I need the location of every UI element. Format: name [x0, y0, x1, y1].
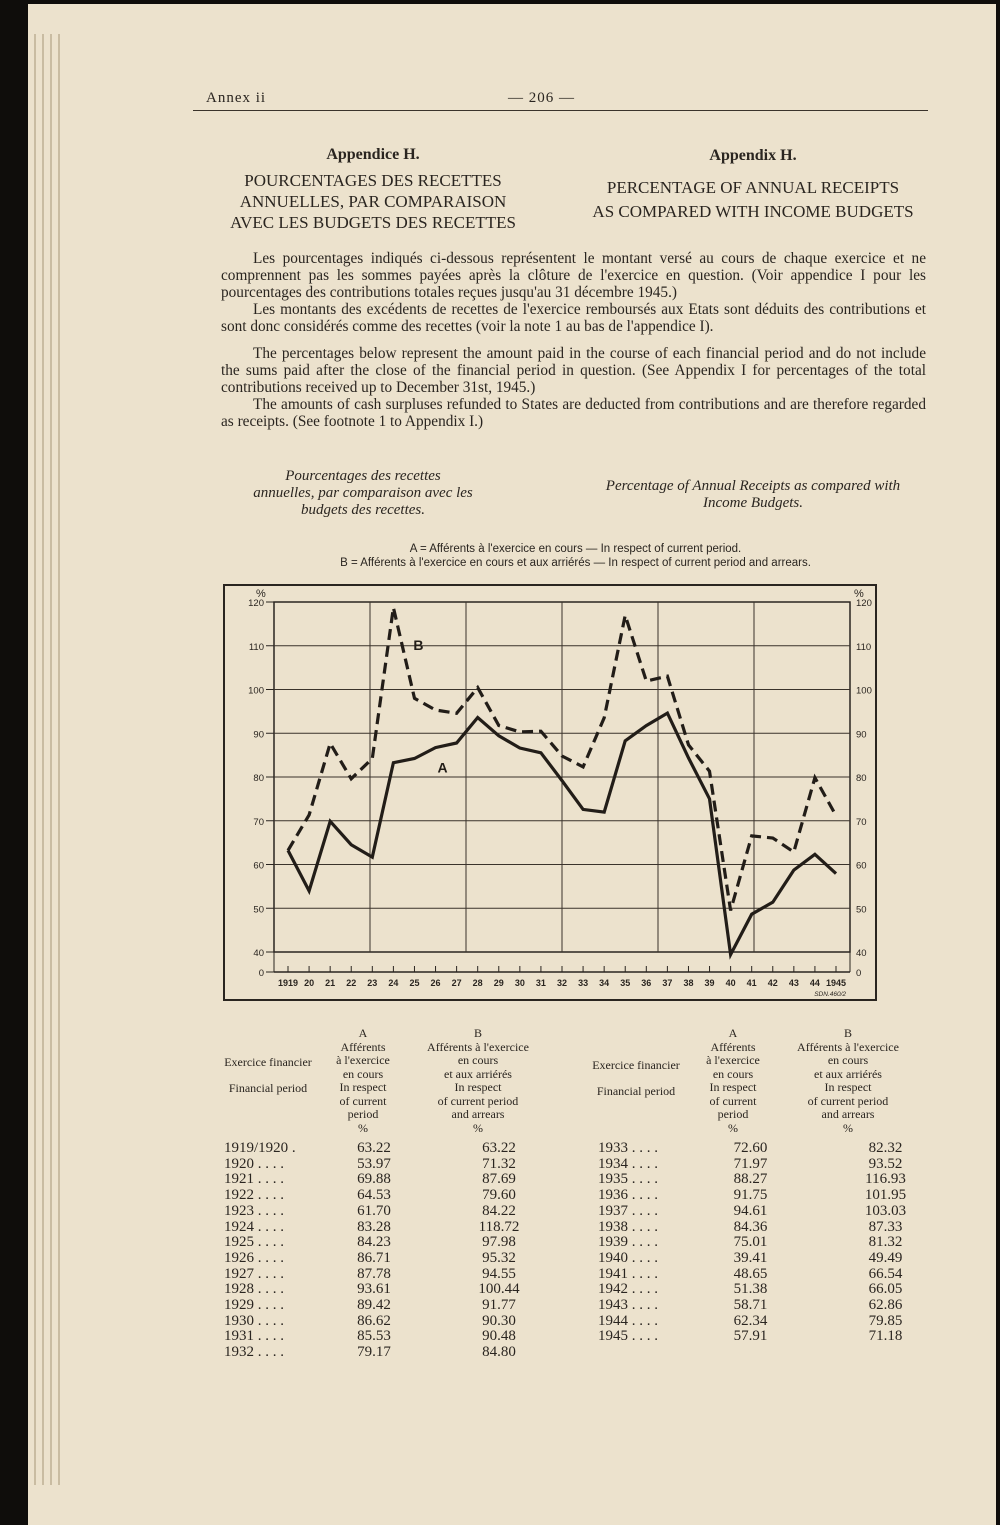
legend-a: A = Afférents à l'exercice en cours — In respect of current period. — [409, 543, 742, 555]
col-b-right: B Afférents à l'exercice en cours et aux arriérés In respect of current period and arrears % — [797, 1026, 899, 1135]
ytick-label-right: 50 — [856, 904, 867, 916]
table-row — [224, 1157, 574, 1173]
table-row — [598, 1235, 968, 1251]
table-row — [598, 1220, 968, 1236]
ytick-label-right: 70 — [856, 816, 867, 828]
ytick-label-right: 0 — [856, 968, 862, 979]
table-row — [224, 1345, 574, 1361]
xtick-label: 31 — [535, 978, 546, 988]
cell-b: 90.48 — [482, 1328, 516, 1345]
xtick-label: 22 — [346, 978, 357, 988]
cell-b: 84.80 — [482, 1344, 516, 1361]
cell-b: 93.52 — [868, 1155, 903, 1172]
table-row — [598, 1314, 968, 1330]
cell-period: 1935 . . . . — [598, 1171, 658, 1188]
annex-label: Annex ii — [206, 90, 267, 106]
en-appendix-label: Appendix H. — [709, 147, 797, 164]
ytick-label-right: 120 — [856, 598, 872, 609]
cell-b: 97.98 — [482, 1234, 516, 1251]
cell-b: 94.55 — [482, 1265, 516, 1282]
xtick-label: 29 — [493, 978, 504, 988]
cell-a: 91.75 — [733, 1187, 768, 1204]
table-row — [598, 1282, 968, 1298]
cell-period: 1925 . . . . — [224, 1234, 284, 1251]
xtick-label: 27 — [451, 978, 462, 988]
cell-a: 79.17 — [357, 1344, 391, 1361]
col-a-right: A Afférents à l'exercice en cours In respect of current period % — [706, 1026, 760, 1135]
table-row — [224, 1314, 574, 1330]
xtick-label: 38 — [683, 978, 694, 988]
french-paragraphs: Les pourcentages indiqués ci-dessous représentent le montant versé au cours de chaque exercice et ne comprennent pas les sommes payées après la clôture de l'exercice en question. (Voir appendice I pour les pourcentages des contributions totales reçues jusqu'au 31 décembre 1945.) Les montants des excédents de recettes de l'exercice remboursés aux Etats sont déduits des contributions et sont donc considérés comme des recettes (voir la note 1 au bas de l'appendice I). — [221, 250, 926, 335]
cell-period: 1927 . . . . — [224, 1265, 284, 1282]
cell-b: 100.44 — [478, 1281, 520, 1298]
chart-caption-fr: Pourcentages des recettes annuelles, par comparaison avec les budgets des recettes. — [253, 468, 473, 518]
cell-a: 86.62 — [357, 1312, 391, 1329]
xtick-label: 25 — [409, 978, 420, 988]
table-row — [224, 1204, 574, 1220]
cell-period: 1933 . . . . — [598, 1140, 658, 1156]
cell-period: 1921 . . . . — [224, 1171, 284, 1188]
xtick-label: 21 — [325, 978, 336, 988]
xtick-label: 39 — [704, 978, 715, 988]
xtick-label: 40 — [725, 978, 736, 988]
xtick-label: 33 — [578, 978, 589, 988]
cell-period: 1938 . . . . — [598, 1218, 658, 1235]
xtick-label: 26 — [430, 978, 441, 988]
cell-a: 51.38 — [733, 1281, 768, 1298]
xtick-label: 42 — [767, 978, 778, 988]
cell-b: 62.86 — [868, 1297, 903, 1314]
cell-a: 85.53 — [357, 1328, 391, 1345]
xtick-label: 30 — [514, 978, 525, 988]
cell-period: 1932 . . . . — [224, 1344, 284, 1361]
xtick-label: 44 — [809, 978, 820, 988]
annotation-a: A — [437, 759, 448, 776]
annotation-b: B — [413, 637, 424, 654]
table-row — [598, 1141, 968, 1157]
ytick-label-right: 80 — [856, 773, 867, 784]
xtick-label: 37 — [662, 978, 673, 988]
table-row — [598, 1157, 968, 1173]
cell-a: 94.61 — [733, 1202, 768, 1219]
cell-b: 116.93 — [865, 1171, 906, 1188]
cell-b: 87.69 — [482, 1171, 516, 1188]
table-row — [224, 1282, 574, 1298]
table-row — [224, 1235, 574, 1251]
cell-a: 64.53 — [357, 1187, 391, 1204]
chart-caption-en: Percentage of Annual Receipts as compared with Income Budgets. — [605, 478, 901, 511]
xtick-label: 41 — [746, 978, 757, 988]
cell-period: 1943 . . . . — [598, 1297, 658, 1314]
chart-code: SDN.460/2 — [814, 991, 846, 998]
xtick-label: 1945 — [825, 978, 847, 988]
xtick-label: 43 — [788, 978, 799, 988]
xtick-label: 36 — [641, 978, 652, 988]
cell-period: 1928 . . . . — [224, 1281, 284, 1298]
cell-period: 1934 . . . . — [598, 1155, 658, 1172]
fr-title: POURCENTAGES DES RECETTES ANNUELLES, PAR COMPARAISON AVEC LES BUDGETS DES RECETTES — [230, 171, 516, 232]
cell-a: 93.61 — [357, 1281, 391, 1298]
cell-a: 72.60 — [733, 1140, 768, 1156]
receipts-chart — [222, 582, 882, 1007]
table-row — [224, 1220, 574, 1236]
table-row — [598, 1298, 968, 1314]
cell-a: 53.97 — [357, 1155, 391, 1172]
xtick-label: 1919 — [277, 978, 299, 988]
cell-a: 48.65 — [733, 1265, 768, 1282]
ytick-label-left: 90 — [253, 729, 264, 741]
cell-b: 82.32 — [868, 1140, 903, 1156]
xtick-label: 23 — [367, 978, 378, 988]
cell-b: 101.95 — [864, 1187, 907, 1204]
xtick-label: 35 — [620, 978, 631, 988]
cell-a: 62.34 — [733, 1312, 768, 1329]
cell-a: 88.27 — [733, 1171, 768, 1188]
ytick-label-right: 110 — [856, 641, 872, 653]
cell-period: 1919/1920 . — [224, 1140, 296, 1156]
cell-period: 1924 . . . . — [224, 1218, 284, 1235]
table-row — [224, 1267, 574, 1283]
ytick-label-right: 60 — [856, 860, 867, 872]
cell-b: 63.22 — [482, 1140, 516, 1156]
cell-a: 63.22 — [357, 1140, 391, 1156]
cell-b: 118.72 — [478, 1218, 520, 1235]
cell-b: 79.60 — [482, 1187, 516, 1204]
table-row — [224, 1188, 574, 1204]
cell-b: 103.03 — [864, 1202, 907, 1219]
cell-b: 81.32 — [868, 1234, 903, 1251]
cell-a: 84.36 — [733, 1218, 768, 1235]
ytick-label-left: 0 — [258, 968, 264, 979]
table-right — [598, 1141, 968, 1345]
chart-frame — [224, 585, 876, 1000]
table-row — [224, 1141, 574, 1157]
ytick-label-left: 100 — [248, 685, 264, 697]
en-title: PERCENTAGE OF ANNUAL RECEIPTS AS COMPARED WITH INCOME BUDGETS — [592, 178, 914, 221]
xtick-label: 32 — [556, 978, 568, 988]
cell-a: 84.23 — [357, 1234, 391, 1251]
cell-period: 1931 . . . . — [224, 1328, 284, 1345]
cell-b: 71.18 — [868, 1328, 903, 1345]
ytick-label-left: 110 — [248, 641, 264, 653]
cell-b: 66.54 — [868, 1265, 903, 1282]
table-row — [598, 1267, 968, 1283]
cell-period: 1940 . . . . — [598, 1249, 658, 1266]
table-row — [224, 1172, 574, 1188]
table-row — [224, 1329, 574, 1345]
cell-period: 1941 . . . . — [598, 1265, 658, 1282]
fr-appendix-label: Appendice H. — [326, 146, 420, 163]
cell-a: 86.71 — [357, 1249, 391, 1266]
cell-period: 1942 . . . . — [598, 1281, 658, 1298]
ytick-label-left: 70 — [253, 816, 264, 828]
table-row — [224, 1298, 574, 1314]
cell-a: 75.01 — [733, 1234, 768, 1251]
cell-a: 71.97 — [733, 1155, 768, 1172]
cell-b: 95.32 — [482, 1249, 516, 1266]
unit-label-right: % — [854, 588, 864, 600]
cell-b: 49.49 — [868, 1249, 903, 1266]
table-row — [224, 1251, 574, 1267]
xtick-label: 24 — [388, 978, 399, 988]
cell-a: 57.91 — [733, 1328, 768, 1345]
cell-a: 61.70 — [357, 1202, 391, 1219]
cell-period: 1920 . . . . — [224, 1155, 284, 1172]
table-row — [598, 1188, 968, 1204]
table-row — [598, 1172, 968, 1188]
cell-b: 90.30 — [482, 1312, 516, 1329]
col-b-left: B Afférents à l'exercice en cours et aux arriérés In respect of current period and arrears % — [427, 1026, 529, 1135]
cell-b: 79.85 — [868, 1312, 903, 1329]
cell-period: 1926 . . . . — [224, 1249, 284, 1266]
unit-label-left: % — [256, 588, 266, 600]
table-row — [598, 1329, 968, 1345]
table-row — [598, 1204, 968, 1220]
xtick-label: 28 — [472, 978, 483, 988]
col-a-left: A Afférents à l'exercice en cours In respect of current period % — [336, 1026, 390, 1135]
ytick-label-right: 90 — [856, 729, 867, 741]
xtick-label: 34 — [599, 978, 610, 988]
ytick-label-left: 50 — [253, 904, 264, 916]
cell-a: 87.78 — [357, 1265, 391, 1282]
cell-period: 1937 . . . . — [598, 1202, 658, 1219]
ytick-label-left: 40 — [253, 948, 264, 959]
header-rule — [193, 110, 928, 111]
cell-a: 89.42 — [357, 1297, 391, 1314]
cell-period: 1945 . . . . — [598, 1328, 658, 1345]
col-period-left: Exercice financier Financial period — [224, 1055, 312, 1095]
cell-period: 1922 . . . . — [224, 1187, 284, 1204]
legend-b: B = Afférents à l'exercice en cours et aux arriérés — In respect of current period and arrears. — [340, 557, 811, 569]
cell-b: 66.05 — [868, 1281, 903, 1298]
ytick-label-right: 100 — [856, 685, 872, 697]
table-row — [598, 1251, 968, 1267]
cell-a: 69.88 — [357, 1171, 391, 1188]
table-left — [224, 1141, 574, 1361]
ytick-label-left: 120 — [248, 598, 264, 609]
ytick-label-left: 80 — [253, 773, 264, 784]
english-paragraphs: The percentages below represent the amount paid in the course of each financial period and do not include the sums paid after the close of the financial period in question. (See Appendix I for percentages of the total contributions received up to December 31st, 1945.) The amounts of cash surpluses refunded to States are deducted from contributions and are therefore regarded as receipts. (See footnote 1 to Appendix I.) — [221, 345, 926, 430]
xtick-label: 20 — [304, 978, 315, 988]
cell-period: 1930 . . . . — [224, 1312, 284, 1329]
cell-b: 87.33 — [868, 1218, 903, 1235]
page-number: — 206 — — [508, 90, 575, 106]
cell-a: 58.71 — [733, 1297, 768, 1314]
cell-b: 71.32 — [482, 1155, 516, 1172]
col-period-right: Exercice financier Financial period — [592, 1058, 680, 1098]
cell-period: 1939 . . . . — [598, 1234, 658, 1251]
cell-period: 1936 . . . . — [598, 1187, 658, 1204]
cell-period: 1923 . . . . — [224, 1202, 284, 1219]
page — [28, 4, 996, 1525]
cell-period: 1944 . . . . — [598, 1312, 658, 1329]
cell-a: 39.41 — [733, 1249, 768, 1266]
ytick-label-left: 60 — [253, 860, 264, 872]
cell-period: 1929 . . . . — [224, 1297, 284, 1314]
cell-a: 83.28 — [357, 1218, 391, 1235]
ytick-label-right: 40 — [856, 948, 867, 959]
cell-b: 84.22 — [482, 1202, 516, 1219]
cell-b: 91.77 — [482, 1297, 516, 1314]
